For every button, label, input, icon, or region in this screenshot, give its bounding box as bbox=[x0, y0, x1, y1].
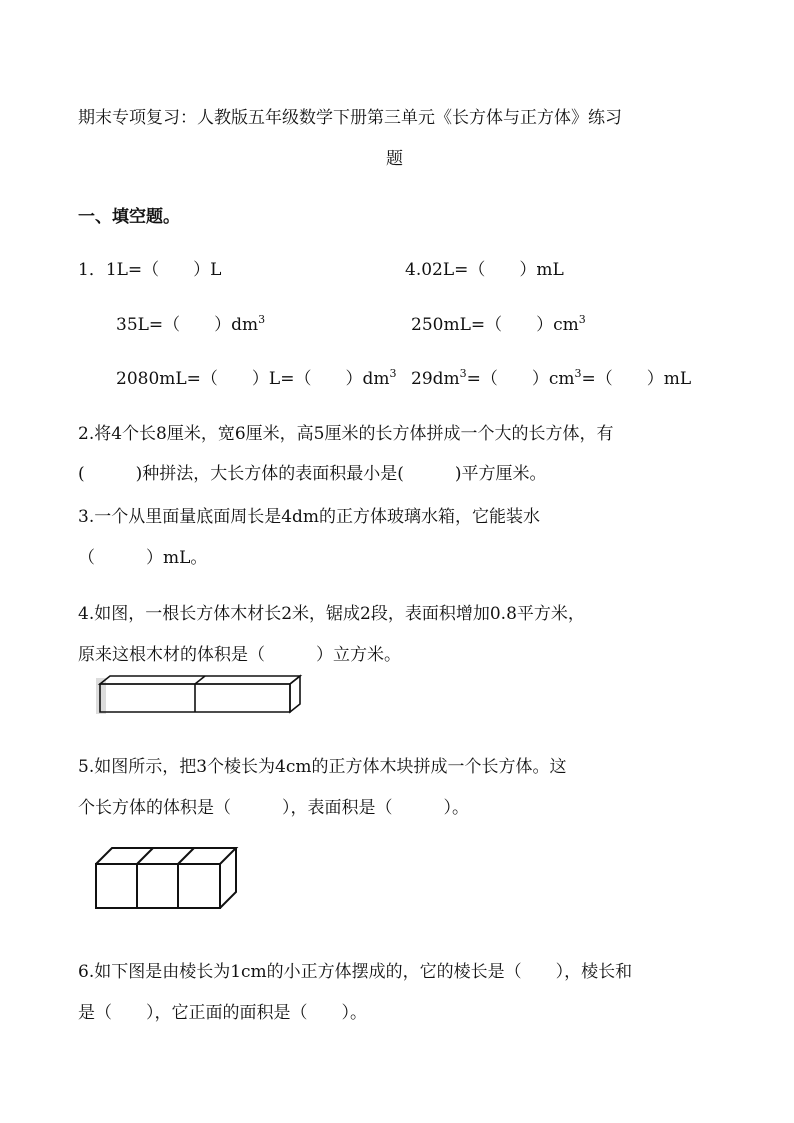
q4-line1: 4.如图，一根长方体木材长2米，锯成2段，表面积增加0.8平方米， bbox=[78, 604, 585, 624]
q5-line2: 个长方体的体积是（ ），表面积是（ ）。 bbox=[78, 798, 469, 818]
q6-line2: 是（ ），它正面的面积是（ ）。 bbox=[78, 1003, 367, 1023]
three-cubes-figure bbox=[90, 842, 240, 914]
section-heading-fill-in-blank: 一、填空题。 bbox=[78, 207, 180, 227]
q6-line1: 6.如下图是由棱长为1cm的小正方体摆成的，它的棱长是（ ），棱长和 bbox=[78, 962, 633, 982]
wooden-beam-figure bbox=[94, 672, 306, 716]
q1-item-f: $29dm^3=$（ ）$cm^3=$（ ）mL bbox=[411, 367, 692, 389]
q2-line1: 2.将4个长8厘米，宽6厘米，高5厘米的长方体拼成一个大的长方体，有 bbox=[78, 424, 614, 444]
q5-line1: 5.如图所示，把3个棱长为4cm的正方体木块拼成一个长方体。这 bbox=[78, 757, 567, 777]
q1-item-a: 1．1L=（ ）L bbox=[78, 260, 222, 280]
q4-line2: 原来这根木材的体积是（ ）立方米。 bbox=[78, 645, 401, 665]
document-title-line2: 题 bbox=[386, 149, 403, 169]
q1-item-e: 2080mL=（ ）L=（ ）$dm^3$ bbox=[116, 367, 397, 389]
q1-item-c: 35L=（ ）$dm^3$ bbox=[116, 313, 266, 335]
q3-line1: 3.一个从里面量底面周长是4dm的正方体玻璃水箱，它能装水 bbox=[78, 507, 541, 527]
q3-line2: （ ）mL。 bbox=[78, 548, 208, 568]
q1-item-d: 250mL=（ ）$cm^3$ bbox=[411, 313, 586, 335]
q1-item-b: 4.02L=（ ）mL bbox=[405, 260, 564, 280]
document-title-line1: 期末专项复习：人教版五年级数学下册第三单元《长方体与正方体》练习 bbox=[78, 108, 622, 128]
q2-line2: ( )种拼法，大长方体的表面积最小是( )平方厘米。 bbox=[78, 464, 547, 484]
